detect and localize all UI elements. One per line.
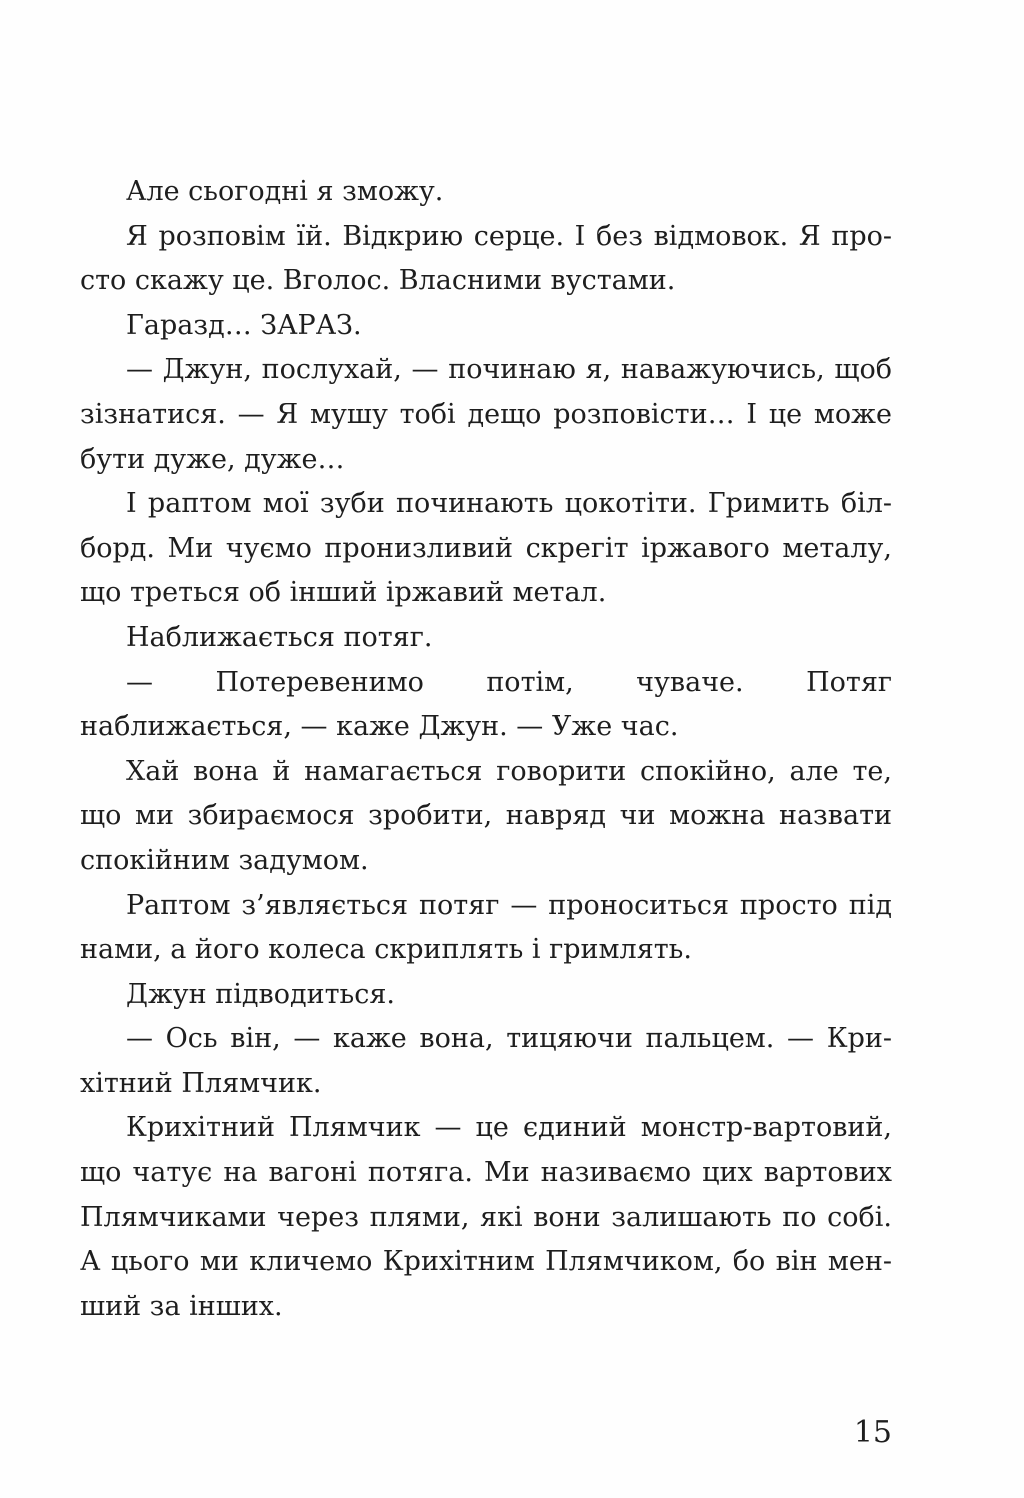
paragraph: — Джун, послухай, — починаю я, наважуючись, щоб зізнатися. — Я мушу тобі дещо розповісти… І це може бути дуже, дуже… [80,354,892,475]
paragraph: — Ось він, — каже вона, тицяючи пальцем. — Крихітний Плямчик. [80,1023,892,1099]
paragraph: Але сьогодні я зможу. [126,176,444,207]
paragraph: Хай вона й намагається говорити спокійно, але те, що ми збираємося зробити, навряд чи можна назвати спокійним задумом. [80,755,892,876]
paragraph: Джун підводиться. [126,978,395,1010]
paragraph: Гаразд… ЗАРАЗ. [126,309,362,341]
paragraph: — Потеревенимо потім, чуваче. Потяг наближається, — каже Джун. — Уже час. [80,666,892,743]
paragraph: Крихітний Плямчик — це єдиний монстр-вартовий, що чатує на вагоні потяга. Ми називаємо цих вартових Плямчиками через плями, які вони залишають по собі. А цього ми кличемо Крихітним Плямчиком, бо він менший за інших. [80,1112,892,1322]
paragraph: І раптом мої зуби починають цокотіти. Гримить білборд. Ми чуємо пронизливий скрегіт іржавого металу, що треться об інший іржавий метал. [80,488,892,609]
paragraph: Раптом з’являється потяг — проноситься просто під нами, а його колеса скриплять і гримлять. [80,889,892,966]
paragraph: Я розповім їй. Відкрию серце. І без відмовок. Я просто скажу це. Вголос. Власними вустами. [80,220,892,297]
paragraph: Наближається потяг. [126,621,433,653]
body-text [80,170,892,1329]
page-number: 15 [853,1415,892,1450]
